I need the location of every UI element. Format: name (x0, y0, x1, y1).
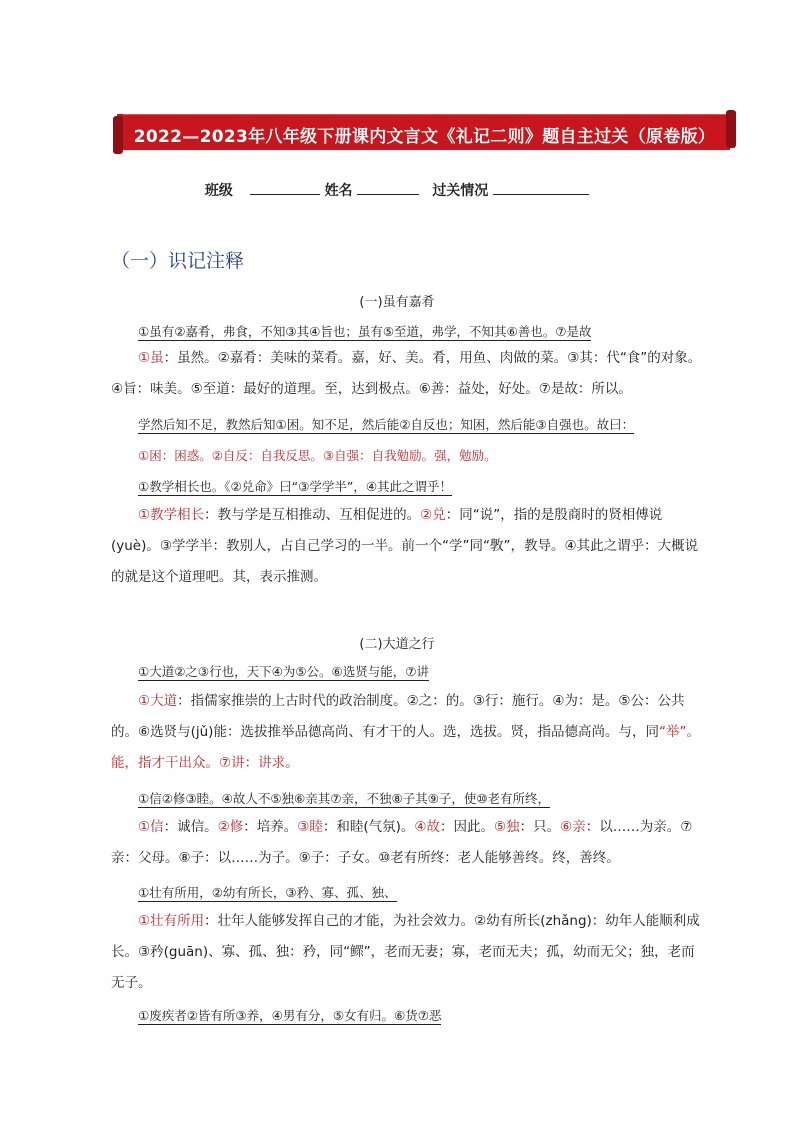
title-banner (113, 110, 736, 154)
part1-note-1: ①虽：虽然。②嘉肴：美味的菜肴。嘉，好、美。肴，用鱼、肉做的菜。③其：代“食”的对象。④旨：味美。⑤至道：最好的道理。至，达到极点。⑥善：益处，好处。⑦是故：所以。 (111, 350, 702, 397)
part1-title: (一)虽有嘉肴 (359, 295, 435, 310)
part2-note-1: ①大道：指儒家推崇的上古时代的政治制度。②之：的。③行：施行。④为：是。⑤公：公共的。⑥选贤与(jǔ)能：选拔推举品德高尚、有才干的人。选，选拔。贤，指品德高尚。与，同“举”。能，指才干出众。⑦讲：讲求。 (111, 693, 700, 771)
status-label: 过关情况 (432, 183, 489, 199)
part1-text-line-1: ①虽有②嘉肴，弗食，不知③其④旨也；虽有⑤至道，弗学，不知其⑥善也。⑦是故 (138, 324, 592, 339)
part2-title: (二)大道之行 (359, 637, 435, 652)
name-blank[interactable] (357, 180, 419, 195)
part2-text-line-4: ①废疾者②皆有所③养，④男有分，⑤女有归。⑥货⑦恶 (138, 1008, 442, 1023)
part2-text-line-3: ①壮有所用，②幼有所长，③矜、寡、孤、独、 (138, 885, 397, 900)
part1-text-line-2: 学然后知不足，教然后知①困。知不足，然后能②自反也；知困，然后能③自强也。故曰： (138, 417, 635, 432)
page-title: 2022—2023年八年级下册课内文言文《礼记二则》题自主过关（原卷版） (133, 127, 716, 147)
part2-text-line-1: ①大道②之③行也，天下④为⑤公。⑥选贤与能，⑦讲 (138, 664, 429, 679)
part1-note-3: ①教学相长：教与学是互相推动、互相促进的。②兑：同“说”，指的是殷商时的贤相傅说(yuè)。③学学半：教别人，占自己学习的一半。前一个“学”同“斆”，教导。④其此之谓乎：大概说的就是这个道理吧。其，表示推测。 (111, 507, 699, 585)
part2-note-3: ①壮有所用：壮年人能够发挥自己的才能，为社会效力。②幼有所长(zhǎng)：幼年人能顺利成长。③矜(guān)、寡、孤、独：矜，同“鳏”，老而无妻；寡，老而无夫；孤，幼而无父；独，老而无子。 (111, 913, 700, 991)
status-blank[interactable] (493, 180, 589, 195)
part1-note-2: ①困：困惑。②自反：自我反思。③自强：自我勉励。强，勉励。 (138, 448, 497, 463)
part2-text-line-2: ①信②修③睦。④故人不⑤独⑥亲其⑦亲，不独⑧子其⑨子，使⑩老有所终， (138, 791, 551, 806)
part2-note-2: ①信：诚信。②修：培养。③睦：和睦(气氛)。④故：因此。⑤独：只。⑥亲：以……为亲。⑦亲：父母。⑧子：以……为子。⑨子：子女。⑩老有所终：老人能够善终。终，善终。 (111, 819, 693, 866)
student-info-line (0, 180, 794, 200)
section-heading: （一）识记注释 (111, 250, 245, 272)
class-label: 班级 (204, 183, 233, 199)
class-blank[interactable] (250, 180, 320, 195)
part1-text-line-3: ①教学相长也。《②兑命》曰“③学学半”，④其此之谓乎！ (138, 479, 453, 494)
name-label: 姓名 (324, 183, 353, 199)
